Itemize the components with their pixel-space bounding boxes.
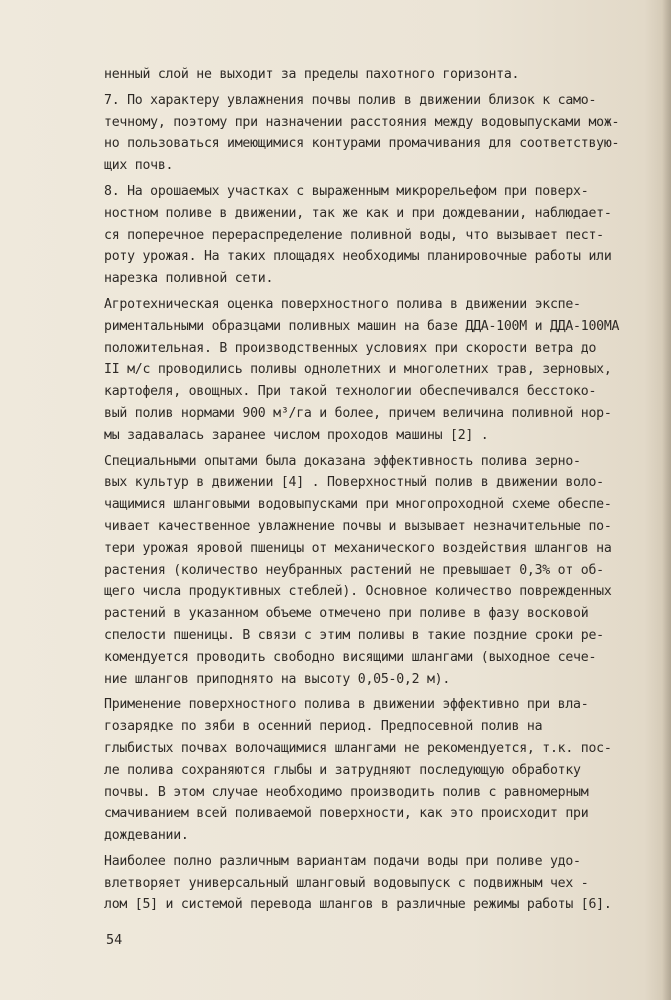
text-line: чивает качественное увлажнение почвы и вызывает незначительные по- xyxy=(104,518,612,534)
paragraph xyxy=(104,181,664,290)
text-line: щих почв. xyxy=(104,158,174,174)
text-line: тери урожая яровой пшеницы от механического воздействия шлангов на xyxy=(104,540,612,556)
text-line: влетворяет универсальный шланговый водовыпуск с подвижным чех - xyxy=(104,875,589,891)
paragraph xyxy=(104,694,664,847)
text-line: чащимися шланговыми водовыпусками при многопроходной схеме обеспе- xyxy=(104,497,612,513)
text-line: нарезка поливной сети. xyxy=(104,271,274,287)
paragraph xyxy=(104,294,664,447)
text-line: смачиванием всей поливаемой поверхности, как это происходит при xyxy=(104,806,589,822)
text-line: лом [5] и системой перевода шлангов в различные режимы работы [6]. xyxy=(104,897,612,913)
page-number: 54 xyxy=(106,932,123,948)
text-line: II м/с проводились поливы однолетних и многолетних трав, зерновых, xyxy=(104,362,612,378)
text-line: ся поперечное перераспределение поливной воды, что вызывает пест- xyxy=(104,227,604,243)
text-line: растений в указанном объеме отмечено при поливе в фазу восковой xyxy=(104,606,589,622)
text-line: ле полива сохраняются глыбы и затрудняют последующую обработку xyxy=(104,762,581,778)
body-text xyxy=(104,64,664,916)
text-line: мы задавалась заранее числом проходов машины [2] . xyxy=(104,427,489,443)
text-line: щего числа продуктивных стеблей). Основное количество поврежденных xyxy=(104,584,612,600)
text-line: дождевании. xyxy=(104,828,189,844)
text-line: спелости пшеницы. В связи с этим поливы в такие поздние сроки ре- xyxy=(104,627,604,643)
text-line: ненный слой не выходит за пределы пахотного горизонта. xyxy=(104,67,520,82)
paragraph xyxy=(104,90,664,177)
text-line: комендуется проводить свободно висящими шлангами (выходное сече- xyxy=(104,649,597,665)
text-line: Наиболее полно различным вариантам подачи воды при поливе удо- xyxy=(104,853,581,869)
paragraph xyxy=(104,851,664,916)
text-line: растения (количество неубранных растений не превышает 0,3% от об- xyxy=(104,562,604,578)
text-line: 7. По характеру увлажнения почвы полив в движении близок к само- xyxy=(104,92,597,108)
text-line: Агротехническая оценка поверхностного полива в движении экспе- xyxy=(104,296,581,312)
text-line: 8. На орошаемых участках с выраженным микрорельефом при поверх- xyxy=(104,183,589,199)
paragraph xyxy=(104,451,664,691)
text-line: вых культур в движении [4] . Поверхностный полив в движении воло- xyxy=(104,475,604,491)
text-line: почвы. В этом случае необходимо производить полив с равномерным xyxy=(104,784,589,800)
text-line: ностном поливе в движении, так же как и при дождевании, наблюдает- xyxy=(104,205,612,221)
text-line: глыбистых почвах волочащимися шлангами не рекомендуется, т.к. пос- xyxy=(104,740,612,756)
text-line: гозарядке по зяби в осенний период. Предпосевной полив на xyxy=(104,719,543,735)
text-line: вый полив нормами 900 м³/га и более, причем величина поливной нор- xyxy=(104,405,612,421)
text-line: но пользоваться имеющимися контурами промачивания для соответствую- xyxy=(104,136,620,152)
text-line: течному, поэтому при назначении расстояния между водовыпусками мож- xyxy=(104,114,620,130)
paragraph xyxy=(104,64,664,86)
text-line: Применение поверхностного полива в движении эффективно при вла- xyxy=(104,697,589,713)
text-line: картофеля, овощных. При такой технологии обеспечивался бесстоко- xyxy=(104,384,597,400)
text-line: роту урожая. На таких площадях необходимы планировочные работы или xyxy=(104,249,612,265)
text-line: риментальными образцами поливных машин на базе ДДА-100М и ДДА-100МА xyxy=(104,318,620,334)
text-line: Специальными опытами была доказана эффективность полива зерно- xyxy=(104,453,581,469)
text-line: ние шлангов приподнято на высоту 0,05-0,2 м). xyxy=(104,671,451,687)
text-line: положительная. В производственных условиях при скорости ветра до xyxy=(104,340,597,356)
